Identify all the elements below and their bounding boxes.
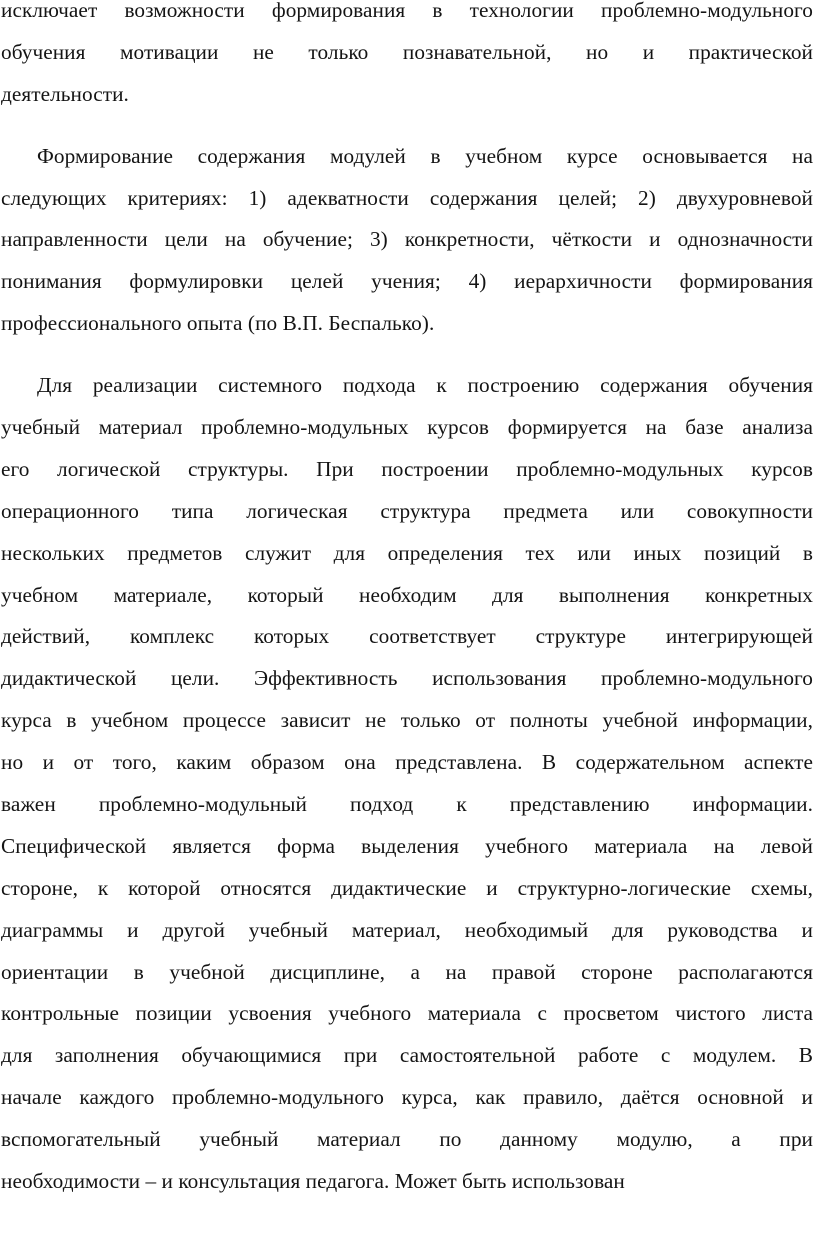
text-line: диаграммы и другой учебный материал, необходимый для руководства и xyxy=(1,917,813,942)
text-line: понимания формулировки целей учения; 4) иерархичности формирования xyxy=(1,269,813,294)
text-line: деятельности. xyxy=(1,81,129,106)
text-line: но и от того, каким образом она представлена. В содержательном аспекте xyxy=(1,750,813,775)
text-line: для заполнения обучающимися при самостоятельной работе с модулем. В xyxy=(1,1043,813,1068)
text-line: его логической структуры. При построении проблемно-модульных курсов xyxy=(1,456,813,481)
text-line: действий, комплекс которых соответствует структуре интегрирующей xyxy=(1,624,813,649)
paragraph-1 xyxy=(1,0,813,116)
text-line: исключает возможности формирования в технологии проблемно-модульного xyxy=(1,0,813,22)
text-line: Формирование содержания модулей в учебном курсе основывается на xyxy=(37,143,813,168)
paragraph-3 xyxy=(1,365,813,1203)
text-line: дидактической цели. Эффективность использования проблемно-модульного xyxy=(1,666,813,691)
text-line: учебном материале, который необходим для выполнения конкретных xyxy=(1,582,813,607)
text-line: направленности цели на обучение; 3) конкретности, чёткости и однозначности xyxy=(1,227,813,252)
text-line: курса в учебном процессе зависит не только от полноты учебной информации, xyxy=(1,708,813,733)
text-line: следующих критериях: 1) адекватности содержания целей; 2) двухуровневой xyxy=(1,185,813,210)
text-line: нескольких предметов служит для определения тех или иных позиций в xyxy=(1,540,813,565)
paragraph-gap xyxy=(1,116,813,136)
text-line: профессионального опыта (по В.П. Беспалько). xyxy=(1,311,435,336)
text-line: важен проблемно-модульный подход к представлению информации. xyxy=(1,792,813,817)
text-line: начале каждого проблемно-модульного курса, как правило, даётся основной и xyxy=(1,1085,813,1110)
text-line: учебный материал проблемно-модульных курсов формируется на базе анализа xyxy=(1,415,813,440)
text-line: стороне, к которой относятся дидактические и структурно-логические схемы, xyxy=(1,875,813,900)
text-line: обучения мотивации не только познавательной, но и практической xyxy=(1,39,813,64)
text-line: Специфической является форма выделения учебного материала на левой xyxy=(1,833,813,858)
text-line: необходимости – и консультация педагога. Может быть использован xyxy=(1,1169,625,1194)
text-line: Для реализации системного подхода к построению содержания обучения xyxy=(37,373,813,398)
text-line: ориентации в учебной дисциплине, а на правой стороне располагаются xyxy=(1,959,813,984)
paragraph-gap xyxy=(1,345,813,365)
text-line: операционного типа логическая структура предмета или совокупности xyxy=(1,498,813,523)
text-line: вспомогательный учебный материал по данному модулю, а при xyxy=(1,1127,813,1152)
text-line: контрольные позиции усвоения учебного материала с просветом чистого листа xyxy=(1,1001,813,1026)
paragraph-2 xyxy=(1,136,813,345)
